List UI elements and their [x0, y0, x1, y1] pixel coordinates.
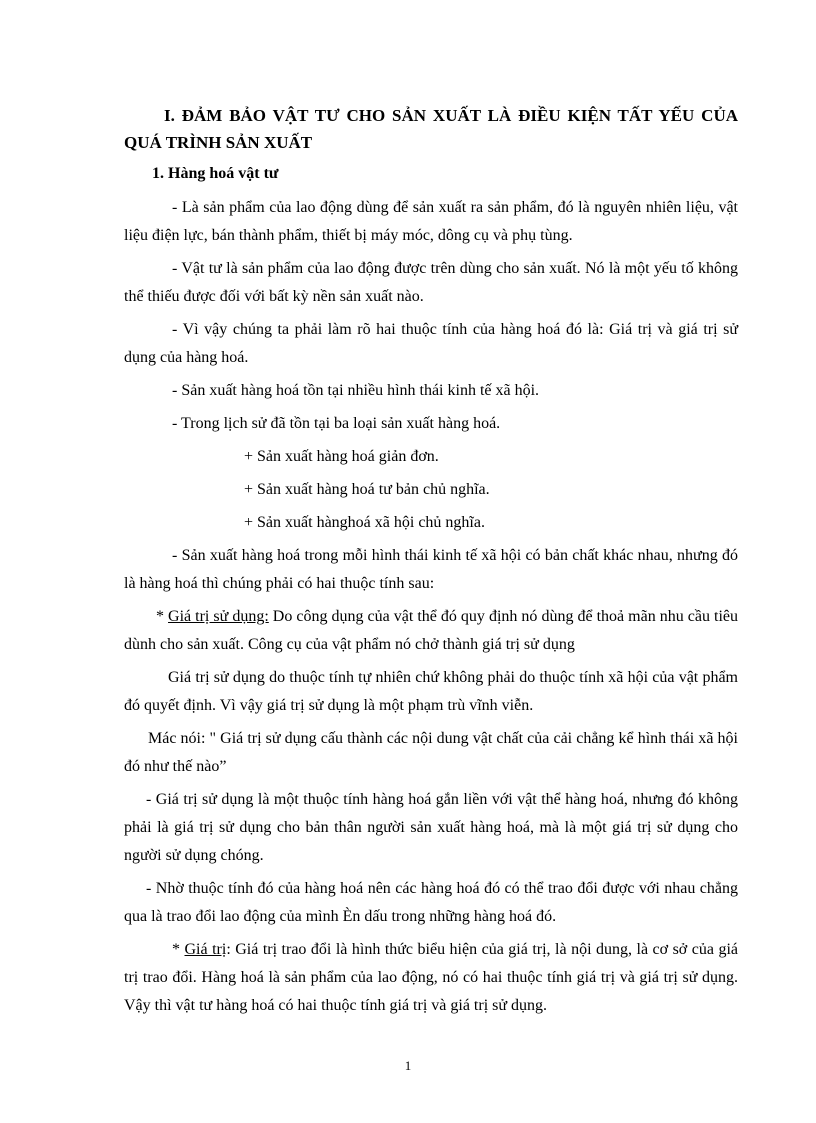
use-value-label: Giá trị sử dụng: — [168, 608, 269, 625]
value-text: : Giá trị trao đổi là hình thức biểu hiện của giá trị, là nội dung, là cơ sở của giá trị trao đổi. Hàng hoá là sản phẩm của lao động, nó có hai thuộc tính giá trị và giá trị sử dụng. Vậy thì vật tư hàng hoá có hai thuộc tính giá trị và giá trị sử dụng. — [124, 941, 738, 1014]
paragraph-use-value — [124, 603, 738, 659]
paragraph-natural-attribute: Giá trị sử dụng do thuộc tính tự nhiên chứ không phải do thuộc tính xã hội của vật phẩm đó quyết định. Vì vậy giá trị sử dụng là một phạm trù vĩnh viễn. — [124, 669, 738, 714]
paragraph-history: - Trong lịch sử đã tồn tại ba loại sản xuất hàng hoá. — [172, 415, 501, 432]
paragraph-exchange: - Nhờ thuộc tính đó của hàng hoá nên các hàng hoá đó có thể trao đổi được với nhau chẳng qua là trao đổi lao động của mình Èn dấu trong những hàng hoá đó. — [124, 880, 738, 925]
page-number: 1 — [404, 1058, 412, 1073]
list-item: + Sản xuất hànghoá xã hội chủ nghĩa. — [244, 514, 485, 531]
paragraph-socio-economic: - Sản xuất hàng hoá tồn tại nhiều hình thái kinh tế xã hội. — [172, 382, 540, 399]
paragraph-definition: - Là sản phẩm của lao động dùng để sản xuất ra sản phẩm, đó là nguyên nhiên liệu, vật liệu điện lực, bán thành phẩm, thiết bị máy móc, dông cụ và phụ tùng. — [124, 199, 738, 244]
paragraph-use-value-attribute: - Giá trị sử dụng là một thuộc tính hàng hoá gắn liền với vật thể hàng hoá, nhưng đó không phải là giá trị sử dụng cho bản thân người sản xuất hàng hoá, mà là một giá trị sử dụng cho người sử dụng chóng. — [124, 791, 738, 864]
paragraph-marx-quote: Mác nói: " Giá trị sử dụng cấu thành các nội dung vật chất của cải chẳng kể hình thái xã hội đó như thế nào” — [124, 730, 738, 775]
list-item: + Sản xuất hàng hoá tư bản chủ nghĩa. — [244, 481, 490, 498]
subsection-title: 1. Hàng hoá vật tư — [152, 165, 279, 182]
section-title: I. ĐẢM BẢO VẬT TƯ CHO SẢN XUẤT LÀ ĐIỀU KIỆN TẤT YẾU CỦA QUÁ TRÌNH SẢN XUẤT — [124, 106, 738, 152]
bullet-star: * — [156, 608, 169, 625]
paragraph-material-product: - Vật tư là sản phẩm của lao động được trên dùng cho sản xuất. Nó là một yếu tố không thể thiếu được đối với bất kỳ nền sản xuất nào. — [124, 260, 738, 305]
bullet-star: * — [172, 941, 185, 958]
paragraph-two-attributes: - Vì vậy chúng ta phải làm rõ hai thuộc tính của hàng hoá đó là: Giá trị và giá trị sử dụng của hàng hoá. — [124, 321, 738, 366]
use-value-text: Do công dụng của vật thể đó quy định nó dùng để thoả mãn nhu cầu tiêu dùnh cho sản xuất. Công cụ của vật phẩm nó chở thành giá trị sử dụng — [124, 608, 739, 653]
paragraph-value — [124, 936, 738, 1020]
paragraph-nature: - Sản xuất hàng hoá trong mỗi hình thái kinh tế xã hội có bản chất khác nhau, nhưng đó là hàng hoá thì chúng phải có hai thuộc tính sau: — [124, 547, 738, 592]
list-item: + Sản xuất hàng hoá giản đơn. — [244, 448, 439, 465]
value-label: Giá trị — [184, 941, 227, 958]
page-content — [124, 102, 738, 1025]
